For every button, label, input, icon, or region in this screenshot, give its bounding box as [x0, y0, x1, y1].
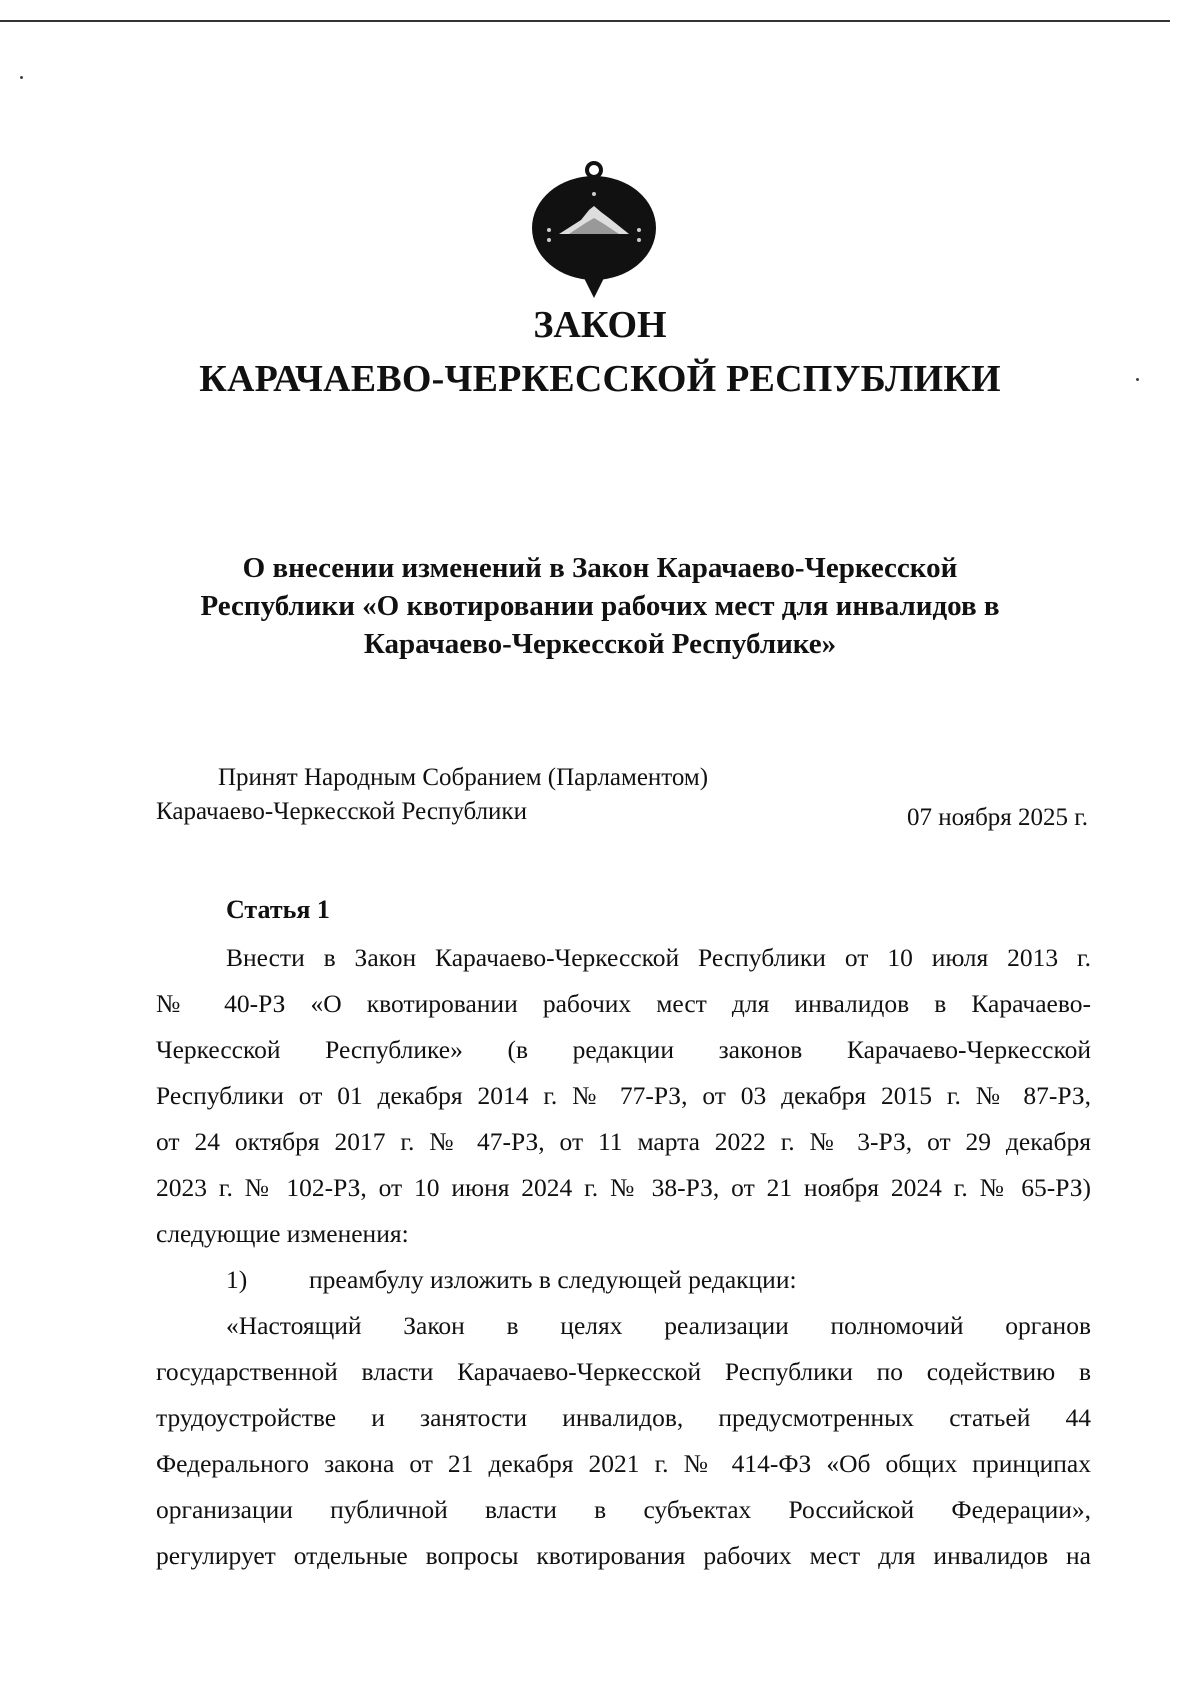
adoption-date: 07 ноября 2025 г.	[906, 804, 1088, 831]
article-body	[156, 935, 1091, 1579]
amendment-item	[156, 1257, 1091, 1303]
document-title	[100, 549, 1100, 663]
scan-edge-line	[0, 20, 1170, 22]
text-line: регулирует отдельные вопросы квотирования рабочих мест для инвалидов на	[156, 1541, 1091, 1570]
scan-speck	[20, 76, 23, 79]
text-line: трудоустройстве и занятости инвалидов, предусмотренных статьей 44	[156, 1403, 1091, 1432]
text-line: Черкесской Республике» (в редакции законов Карачаево-Черкесской	[156, 1035, 1091, 1064]
text-line: Федерального закона от 21 декабря 2021 г. № 414-ФЗ «Об общих принципах	[156, 1449, 1091, 1478]
text-line: Республики от 01 декабря 2014 г. № 77-РЗ, от 03 декабря 2015 г. № 87-РЗ,	[156, 1081, 1091, 1110]
text-line: государственной власти Карачаево-Черкесской Республики по содействию в	[156, 1357, 1091, 1386]
document-title-line: Карачаево-Черкесской Республике»	[363, 628, 837, 660]
text-line: Внести в Закон Карачаево-Черкесской Республики от 10 июля 2013 г.	[226, 943, 1091, 972]
republic-coat-of-arms-icon	[529, 160, 659, 300]
item-text: преамбулу изложить в следующей редакции:	[309, 1265, 797, 1294]
document-title-line: О внесении изменений в Закон Карачаево-Черкесской	[242, 552, 958, 584]
adoption-body-line: Принят Народным Собранием (Парламентом)	[218, 764, 709, 791]
text-line: № 40-РЗ «О квотировании рабочих мест для инвалидов в Карачаево-	[156, 989, 1091, 1018]
text-line: 2023 г. № 102-РЗ, от 10 июня 2024 г. № 38-РЗ, от 21 ноября 2024 г. № 65-РЗ)	[156, 1173, 1091, 1202]
text-line: следующие изменения:	[156, 1219, 409, 1248]
adoption-body-line: Карачаево-Черкесской Республики	[156, 798, 527, 825]
article-title: Статья 1	[226, 895, 330, 924]
document-title-line: Республики «О квотировании рабочих мест для инвалидов в	[200, 590, 1000, 622]
law-word: ЗАКОН	[533, 304, 667, 346]
text-line: организации публичной власти в субъектах Российской Федерации»,	[156, 1495, 1091, 1524]
text-line: от 24 октября 2017 г. № 47-РЗ, от 11 марта 2022 г. № 3-РЗ, от 29 декабря	[156, 1127, 1091, 1156]
law-republic-name: КАРАЧАЕВО-ЧЕРКЕССКОЙ РЕСПУБЛИКИ	[199, 358, 1001, 400]
text-line: «Настоящий Закон в целях реализации полномочий органов	[226, 1311, 1091, 1340]
item-number: 1)	[226, 1265, 248, 1294]
